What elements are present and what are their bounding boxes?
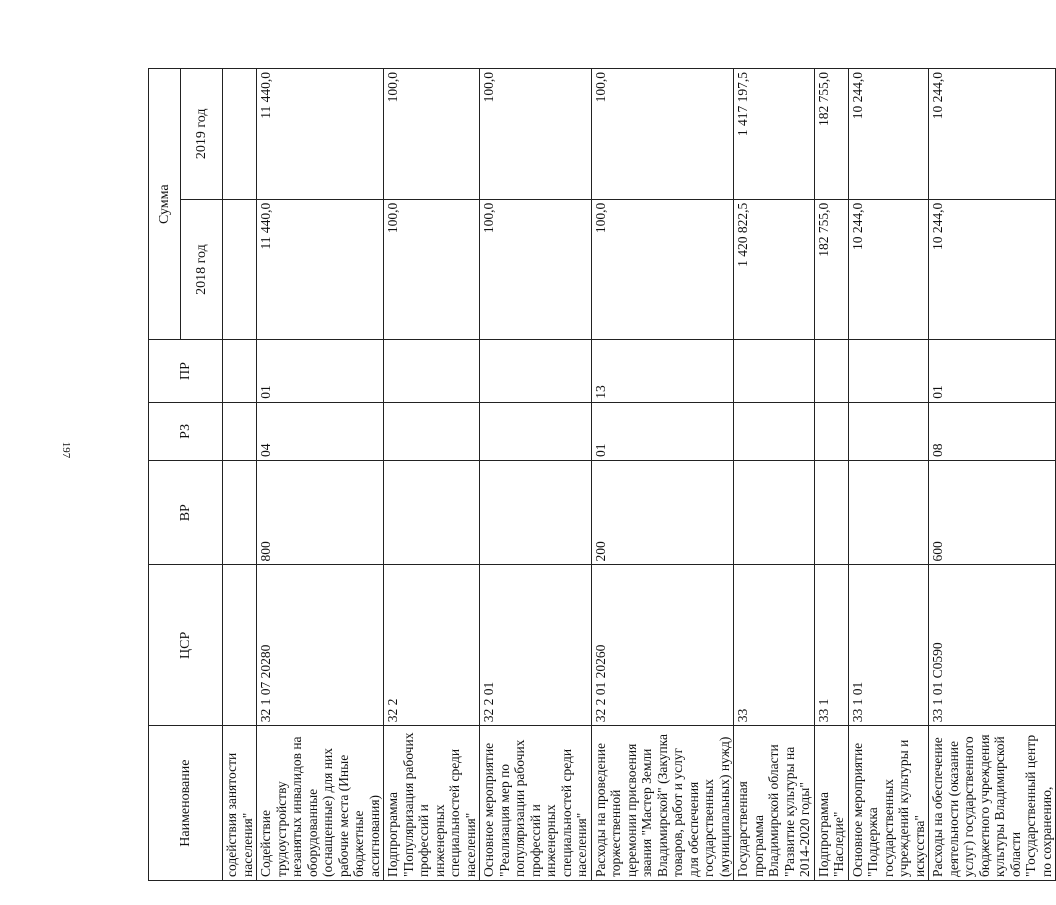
header-rz: РЗ xyxy=(149,402,223,460)
cell-y2019: 1 417 197,5 xyxy=(734,69,815,200)
cell-y2018 xyxy=(223,199,257,340)
cell-y2018: 100,0 xyxy=(591,199,734,340)
cell-rz xyxy=(848,402,929,460)
cell-name: содействия занятости населения" xyxy=(223,726,257,881)
table-row xyxy=(929,69,1056,881)
cell-y2019 xyxy=(223,69,257,200)
cell-rz xyxy=(384,402,480,460)
cell-y2019: 10 244,0 xyxy=(848,69,929,200)
table-row xyxy=(591,69,734,881)
header-vr: ВР xyxy=(149,460,223,565)
cell-y2018: 100,0 xyxy=(384,199,480,340)
cell-pr: 13 xyxy=(591,340,734,402)
cell-y2018: 10 244,0 xyxy=(929,199,1056,340)
cell-csr: 32 2 01 xyxy=(480,565,592,726)
cell-pr xyxy=(384,340,480,402)
cell-csr: 33 1 01 xyxy=(848,565,929,726)
cell-pr xyxy=(734,340,815,402)
cell-vr xyxy=(734,460,815,565)
cell-vr: 200 xyxy=(591,460,734,565)
header-pr: ПР xyxy=(149,340,223,402)
cell-pr: 01 xyxy=(257,340,384,402)
table-row xyxy=(848,69,929,881)
cell-rz: 01 xyxy=(591,402,734,460)
cell-csr xyxy=(223,565,257,726)
cell-vr: 800 xyxy=(257,460,384,565)
cell-name: Расходы на обеспечение деятельности (оказание услуг) государственного бюджетного учреждения культуры Владимирской области "Государственный центр по сохранению, xyxy=(929,726,1056,881)
cell-vr xyxy=(480,460,592,565)
cell-name: Содействие трудоустройству незанятых инвалидов на оборудованные (оснащенные) для них рабочие места (Иные бюджетные ассигнования) xyxy=(257,726,384,881)
cell-pr xyxy=(814,340,848,402)
header-name: Наименование xyxy=(149,726,223,881)
cell-rz xyxy=(814,402,848,460)
cell-csr: 32 1 07 20280 xyxy=(257,565,384,726)
budget-table xyxy=(148,68,1056,881)
cell-rz xyxy=(480,402,592,460)
cell-name: Подпрограмма "Наследие" xyxy=(814,726,848,881)
cell-name: Расходы на проведение торжественной церемонии присвоения звания "Мастер Земли Владимирской" (Закупка товаров, работ и услуг для обеспечения государственных (муниципальных) нужд) xyxy=(591,726,734,881)
cell-vr xyxy=(223,460,257,565)
cell-name: Подпрограмма "Популяризация рабочих профессий и инженерных специальностей среди населения" xyxy=(384,726,480,881)
cell-vr xyxy=(384,460,480,565)
header-csr: ЦСР xyxy=(149,565,223,726)
cell-y2019: 100,0 xyxy=(384,69,480,200)
cell-csr: 33 1 01 С0590 xyxy=(929,565,1056,726)
cell-rz xyxy=(734,402,815,460)
cell-vr: 600 xyxy=(929,460,1056,565)
header-sum: Сумма xyxy=(149,69,181,340)
cell-name: Основное мероприятие "Реализация мер по популяризации рабочих профессий и инженерных специальностей среди населения" xyxy=(480,726,592,881)
page-number: 197 xyxy=(60,441,72,459)
cell-y2019: 11 440,0 xyxy=(257,69,384,200)
cell-rz: 08 xyxy=(929,402,1056,460)
cell-name: Основное мероприятие "Поддержка государственных учреждений культуры и искусства" xyxy=(848,726,929,881)
table-row xyxy=(480,69,592,881)
cell-rz: 04 xyxy=(257,402,384,460)
cell-vr xyxy=(814,460,848,565)
table-row xyxy=(814,69,848,881)
table-row xyxy=(734,69,815,881)
cell-csr: 32 2 01 20260 xyxy=(591,565,734,726)
cell-y2019: 10 244,0 xyxy=(929,69,1056,200)
cell-pr: 01 xyxy=(929,340,1056,402)
budget-table-rotated xyxy=(148,68,1054,881)
cell-name: Государственная программа Владимирской области "Развитие культуры на 2014-2020 годы" xyxy=(734,726,815,881)
cell-y2018: 100,0 xyxy=(480,199,592,340)
table-row xyxy=(257,69,384,881)
cell-rz xyxy=(223,402,257,460)
cell-pr xyxy=(480,340,592,402)
cell-csr: 33 xyxy=(734,565,815,726)
cell-y2018: 10 244,0 xyxy=(848,199,929,340)
cell-y2019: 182 755,0 xyxy=(814,69,848,200)
cell-y2018: 11 440,0 xyxy=(257,199,384,340)
cell-pr xyxy=(848,340,929,402)
cell-y2019: 100,0 xyxy=(591,69,734,200)
header-2018: 2018 год xyxy=(181,199,223,340)
cell-csr: 32 2 xyxy=(384,565,480,726)
table-row xyxy=(384,69,480,881)
header-2019: 2019 год xyxy=(181,69,223,200)
cell-csr: 33 1 xyxy=(814,565,848,726)
cell-y2018: 1 420 822,5 xyxy=(734,199,815,340)
cell-y2018: 182 755,0 xyxy=(814,199,848,340)
cell-y2019: 100,0 xyxy=(480,69,592,200)
cell-pr xyxy=(223,340,257,402)
table-row xyxy=(223,69,257,881)
cell-vr xyxy=(848,460,929,565)
